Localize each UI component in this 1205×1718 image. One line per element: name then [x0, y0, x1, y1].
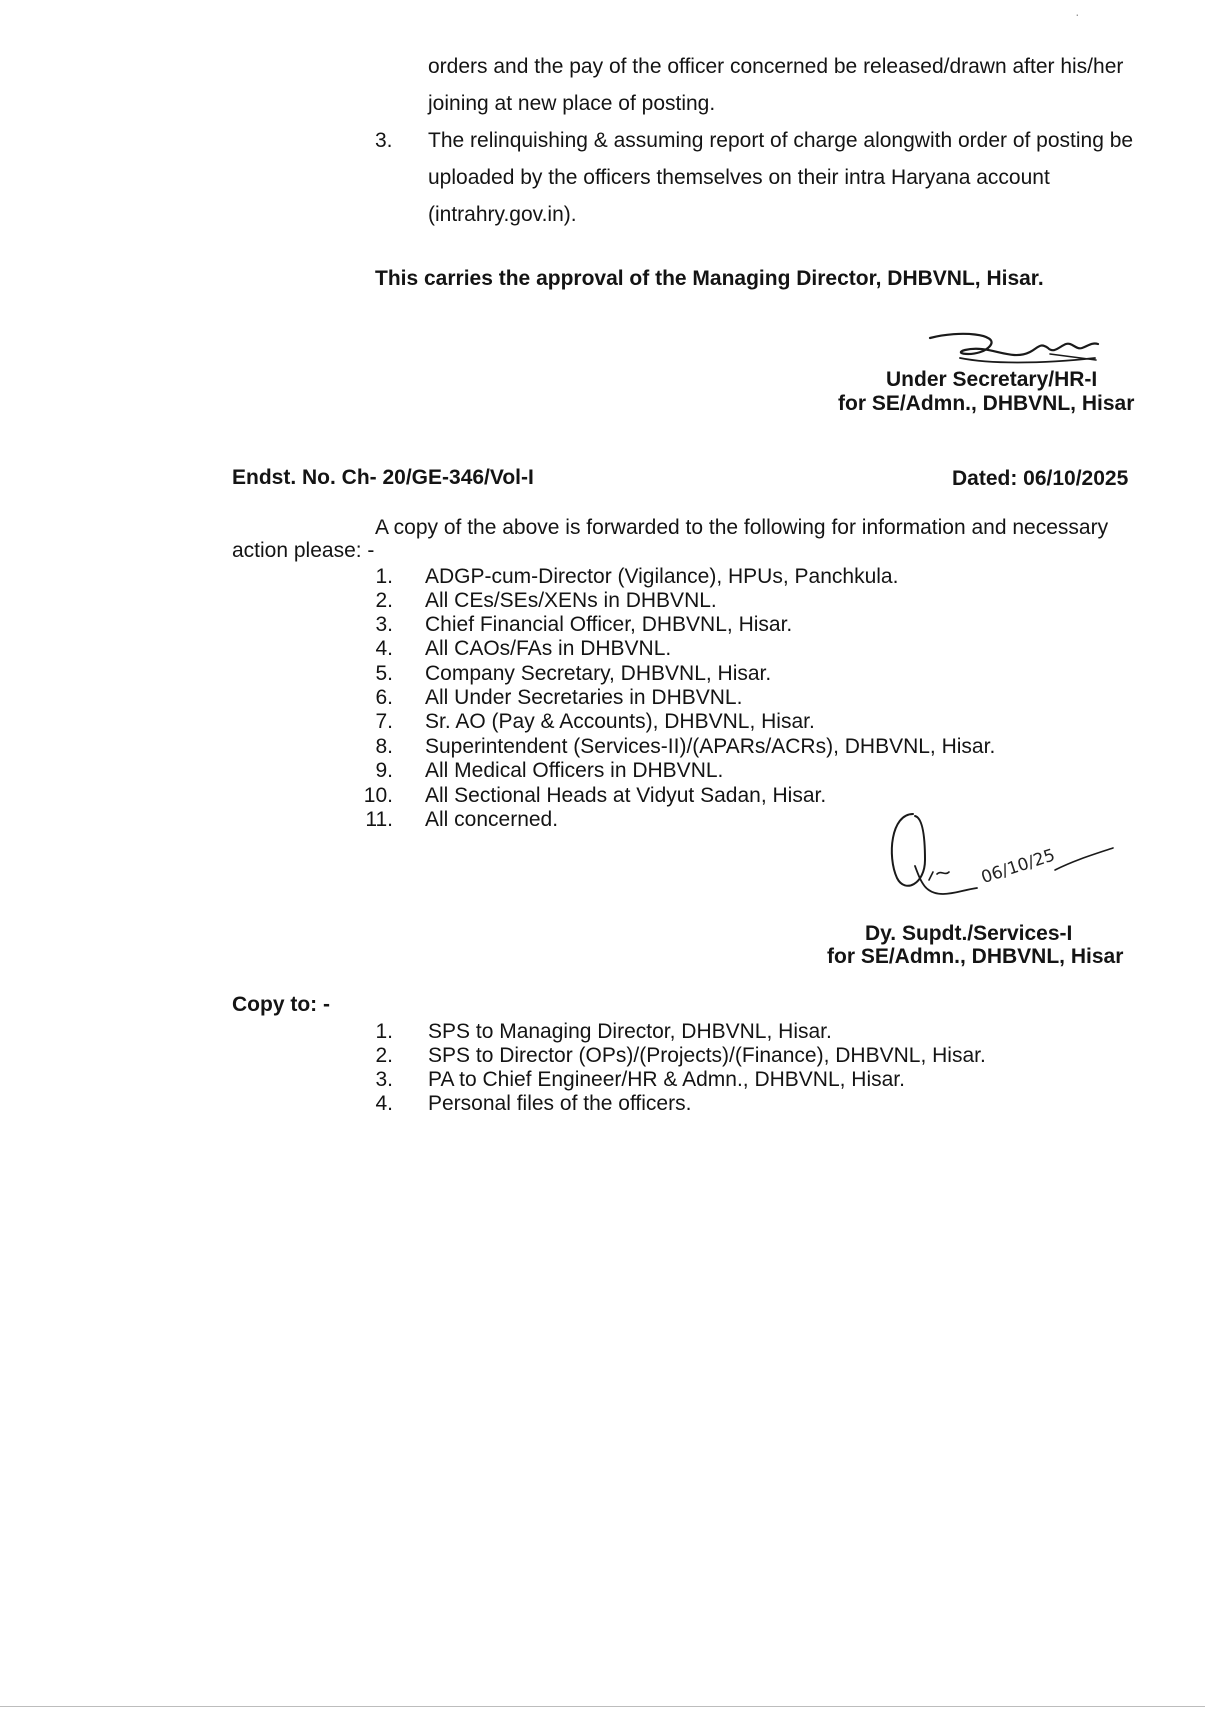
signatory-2-designation: Dy. Supdt./Services-I	[865, 922, 1073, 945]
signatory-1-office: for SE/Admn., DHBVNL, Hisar	[838, 392, 1135, 415]
copy-to-item: SPS to Director (OPs)/(Projects)/(Finance), DHBVNL, Hisar.	[428, 1044, 986, 1067]
copy-to-item: PA to Chief Engineer/HR & Admn., DHBVNL, Hisar.	[428, 1068, 905, 1091]
signatory-2-office: for SE/Admn., DHBVNL, Hisar	[827, 945, 1124, 968]
recipient-item: All Sectional Heads at Vidyut Sadan, Hisar.	[425, 784, 827, 807]
recipient-number: 4.	[375, 637, 393, 660]
copy-to-item: SPS to Managing Director, DHBVNL, Hisar.	[428, 1020, 832, 1043]
recipient-item: ADGP-cum-Director (Vigilance), HPUs, Panchkula.	[425, 565, 899, 588]
approval-note: This carries the approval of the Managing Director, DHBVNL, Hisar.	[375, 267, 1044, 290]
copy-to-item: Personal files of the officers.	[428, 1092, 692, 1115]
endorsement-date: Dated: 06/10/2025	[952, 467, 1129, 490]
signatory-1-designation: Under Secretary/HR-I	[886, 368, 1098, 391]
top-paragraph-line-2: joining at new place of posting.	[428, 92, 716, 115]
recipient-item: All concerned.	[425, 808, 559, 831]
point-3-line-2: uploaded by the officers themselves on their intra Haryana account	[428, 166, 1050, 189]
recipient-number: 5.	[375, 662, 393, 685]
recipient-number: 9.	[375, 759, 393, 782]
recipient-item: Superintendent (Services-II)/(APARs/ACRs), DHBVNL, Hisar.	[425, 735, 996, 758]
copy-to-number: 3.	[375, 1068, 393, 1091]
top-paragraph-line-1: orders and the pay of the officer concerned be released/drawn after his/her	[428, 55, 1124, 78]
scan-speck: ·	[1075, 6, 1080, 22]
point-3-number: 3.	[375, 129, 393, 152]
recipient-item: All Medical Officers in DHBVNL.	[425, 759, 724, 782]
recipient-number: 6.	[375, 686, 393, 709]
recipient-number: 8.	[375, 735, 393, 758]
recipient-item: All CAOs/FAs in DHBVNL.	[425, 637, 672, 660]
recipient-item: Sr. AO (Pay & Accounts), DHBVNL, Hisar.	[425, 710, 815, 733]
endorsement-intro-line-1: A copy of the above is forwarded to the following for information and necessary	[375, 516, 1109, 539]
copy-to-number: 2.	[375, 1044, 393, 1067]
point-3-line-3: (intrahry.gov.in).	[428, 203, 577, 226]
recipient-number: 3.	[375, 613, 393, 636]
recipient-number: 2.	[375, 589, 393, 612]
copy-to-heading: Copy to: -	[232, 993, 330, 1016]
copy-to-number: 1.	[375, 1020, 393, 1043]
recipient-number: 11.	[365, 808, 393, 831]
recipient-item: All Under Secretaries in DHBVNL.	[425, 686, 743, 709]
endorsement-intro-line-2: action please: -	[232, 539, 375, 562]
copy-to-number: 4.	[375, 1092, 393, 1115]
recipient-item: Chief Financial Officer, DHBVNL, Hisar.	[425, 613, 793, 636]
recipient-number: 7.	[375, 710, 393, 733]
point-3-line-1: The relinquishing & assuming report of charge alongwith order of posting be	[428, 129, 1134, 152]
bottom-edge-line	[0, 1706, 1205, 1707]
recipient-item: Company Secretary, DHBVNL, Hisar.	[425, 662, 772, 685]
endorsement-number: Endst. No. Ch- 20/GE-346/Vol-I	[232, 466, 534, 489]
recipient-number: 1.	[375, 565, 393, 588]
handwritten-date: 06/10/25	[978, 845, 1058, 888]
recipient-number: 10.	[363, 784, 393, 807]
recipient-item: All CEs/SEs/XENs in DHBVNL.	[425, 589, 717, 612]
